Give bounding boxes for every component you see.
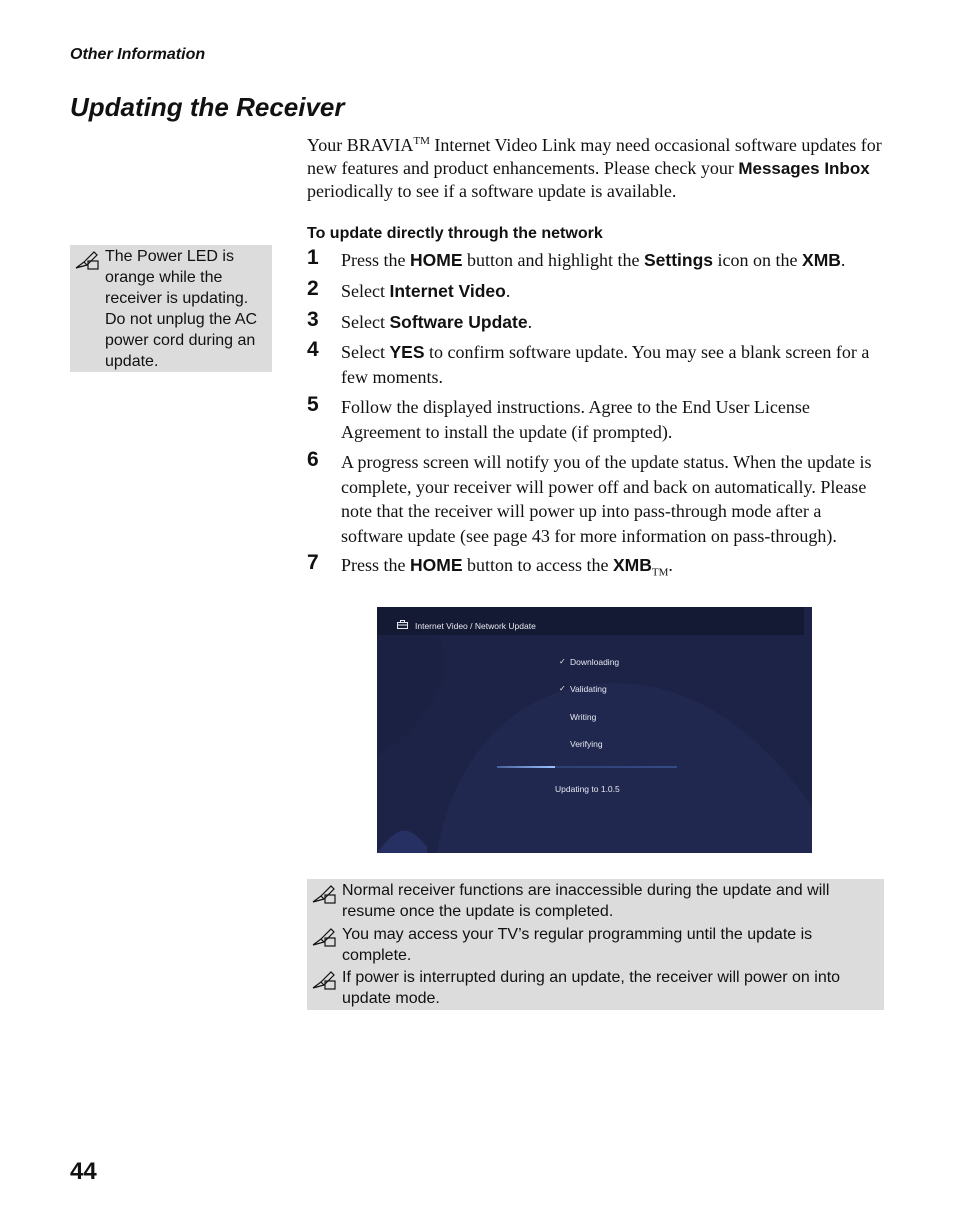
note-pencil-icon bbox=[311, 927, 337, 947]
note-pencil-icon bbox=[74, 250, 100, 270]
step-text: A progress screen will notify you of the update status. When the update is complete, your receiver will power off and back on automatically. Please note that the receiver will power up into pass-through mode after a software update (see page 43 for more information on pass-through). bbox=[341, 452, 872, 546]
procedure-heading: To update directly through the network bbox=[307, 225, 603, 242]
step-text-part: . bbox=[668, 555, 673, 575]
trademark-subscript: TM bbox=[651, 566, 669, 579]
screen-title-bar bbox=[377, 607, 804, 635]
step-text-part: button to access the bbox=[462, 555, 613, 575]
step-text bbox=[341, 279, 886, 304]
step-text bbox=[341, 310, 886, 335]
step-text-part: Press the bbox=[341, 250, 410, 270]
xmb-label: XMB bbox=[612, 555, 652, 575]
note-text: You may access your TV’s regular programming until the update is complete. bbox=[342, 926, 813, 964]
update-screen-screenshot bbox=[377, 607, 812, 853]
step-text-part: Select bbox=[341, 342, 390, 362]
side-note-text: The Power LED is orange while the receiver is updating. Do not unplug the AC power cord during an update. bbox=[105, 248, 258, 370]
step-number: 1 bbox=[307, 246, 319, 269]
page-number: 44 bbox=[70, 1158, 97, 1185]
step-text-part: to confirm software update. You may see a blank screen for a few moments. bbox=[341, 342, 870, 387]
step-number: 2 bbox=[307, 277, 319, 300]
home-button-label: HOME bbox=[410, 250, 463, 270]
step-text-part: button and highlight the bbox=[462, 250, 644, 270]
note-text: Normal receiver functions are inaccessible during the update and will resume once the update is completed. bbox=[342, 882, 830, 920]
step-text-part: . bbox=[505, 281, 511, 301]
software-update-label: Software Update bbox=[389, 312, 528, 332]
intro-paragraph bbox=[307, 134, 887, 203]
intro-text-3: periodically to see if a software update is available. bbox=[307, 181, 677, 201]
step-number: 6 bbox=[307, 448, 319, 471]
notes-box bbox=[307, 879, 884, 1010]
step-text-part: . bbox=[527, 312, 533, 332]
step-number: 3 bbox=[307, 308, 319, 331]
step-text-part: . bbox=[840, 250, 846, 270]
note-pencil-icon bbox=[311, 970, 337, 990]
note-text: If power is interrupted during an update, the receiver will power on into update mode. bbox=[342, 969, 841, 1007]
step-text-part: icon on the bbox=[713, 250, 803, 270]
side-note bbox=[70, 245, 272, 372]
screen-background-curves bbox=[377, 607, 812, 853]
section-label: Other Information bbox=[70, 46, 206, 63]
step-number: 4 bbox=[307, 338, 319, 361]
check-icon: ✓ bbox=[559, 684, 566, 693]
note-pencil-icon bbox=[311, 884, 337, 904]
xmb-label: XMB bbox=[802, 250, 841, 270]
step-text bbox=[341, 248, 886, 273]
toolbox-icon bbox=[397, 620, 408, 629]
status-item-validating: Validating bbox=[570, 684, 607, 694]
yes-label: YES bbox=[389, 342, 425, 362]
step-number: 7 bbox=[307, 551, 319, 574]
page-title: Updating the Receiver bbox=[70, 92, 345, 122]
internet-video-label: Internet Video bbox=[389, 281, 506, 301]
screen-title: Internet Video / Network Update bbox=[415, 621, 536, 631]
home-button-label: HOME bbox=[410, 555, 463, 575]
trademark-superscript: TM bbox=[413, 135, 430, 147]
step-text-part: Press the bbox=[341, 555, 410, 575]
step-number: 5 bbox=[307, 393, 319, 416]
intro-text-1: Your BRAVIA bbox=[307, 135, 414, 155]
status-item-verifying: Verifying bbox=[570, 739, 603, 749]
step-text: Follow the displayed instructions. Agree to the End User License Agreement to install the update (if prompted). bbox=[341, 397, 810, 442]
check-icon: ✓ bbox=[559, 657, 566, 666]
step-text bbox=[341, 340, 886, 389]
step-text-part: Select bbox=[341, 312, 390, 332]
intro-text-2: Internet Video Link may need occasional software updates for new features and product enhancements. Please check your bbox=[307, 135, 882, 178]
update-status-text: Updating to 1.0.5 bbox=[555, 784, 620, 794]
progress-bar-fill bbox=[497, 766, 555, 768]
settings-label: Settings bbox=[644, 250, 714, 270]
messages-inbox-label: Messages Inbox bbox=[738, 159, 870, 178]
step-text bbox=[341, 553, 886, 578]
progress-bar bbox=[497, 766, 677, 768]
status-item-downloading: Downloading bbox=[570, 657, 620, 667]
step-text-part: Select bbox=[341, 281, 390, 301]
status-item-writing: Writing bbox=[570, 712, 597, 722]
